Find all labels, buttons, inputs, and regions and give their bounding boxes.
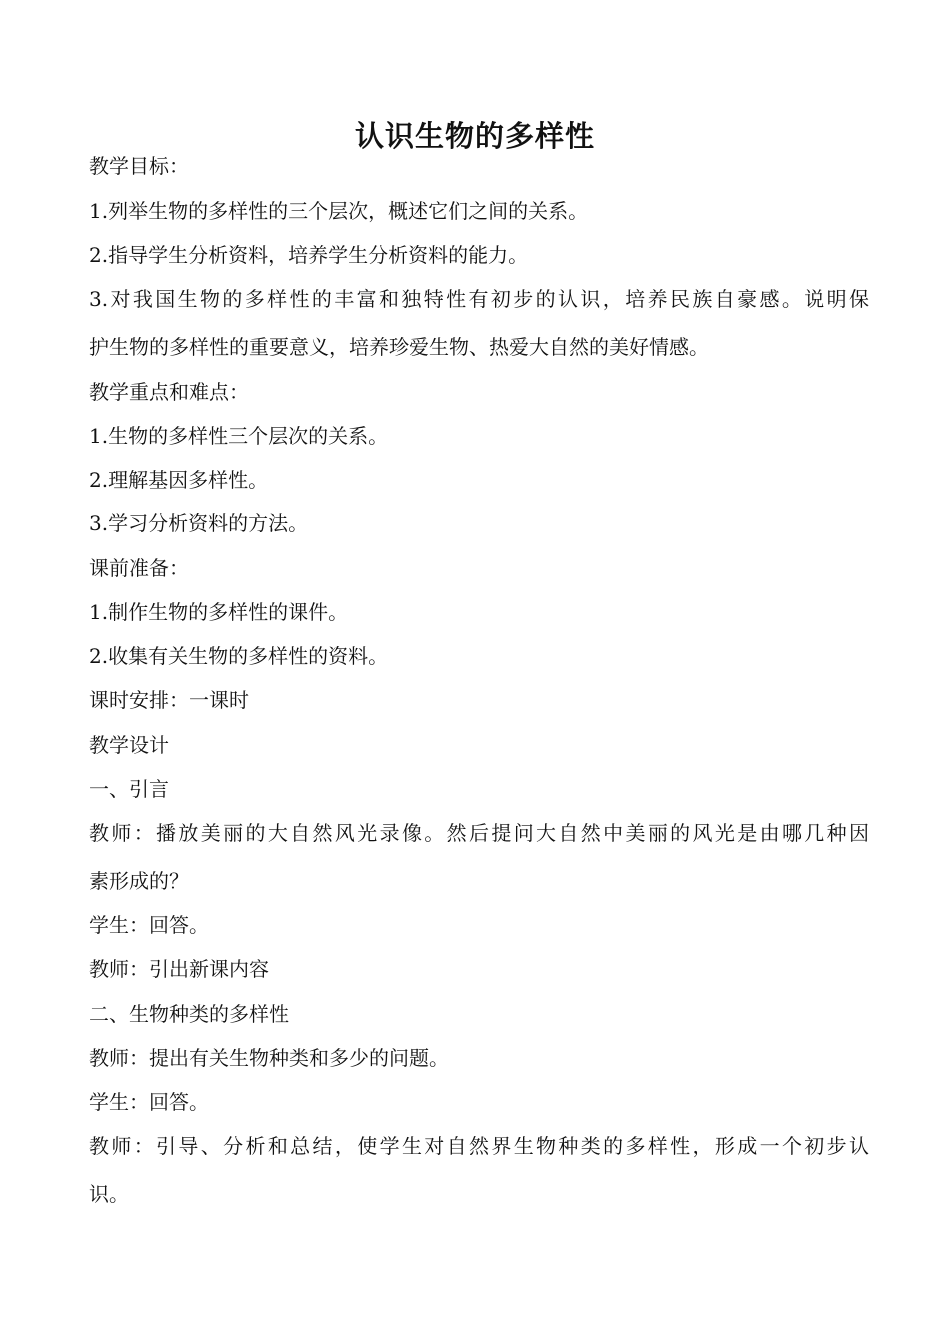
paragraph-line: 1.生物的多样性三个层次的关系。 [89, 424, 389, 448]
paragraph-line: 学生：回答。 [89, 1090, 209, 1114]
paragraph-line: 教师：提出有关生物种类和多少的问题。 [89, 1046, 449, 1070]
paragraph-line: 学生：回答。 [89, 913, 209, 937]
section-heading-preparation: 课前准备： [89, 556, 189, 580]
paragraph-line: 课时安排：一课时 [89, 688, 249, 712]
paragraph-line: 识。 [89, 1182, 129, 1206]
paragraph-line: 素形成的？ [89, 869, 189, 893]
paragraph-line: 2.指导学生分析资料，培养学生分析资料的能力。 [89, 243, 529, 267]
paragraph-line: 3.对我国生物的多样性的丰富和独特性有初步的认识，培养民族自豪感。说明保 [89, 287, 869, 311]
section-heading-key-points: 教学重点和难点： [89, 380, 249, 404]
section-heading-objectives: 教学目标： [89, 154, 189, 178]
paragraph-line: 教师：播放美丽的大自然风光录像。然后提问大自然中美丽的风光是由哪几种因 [89, 821, 869, 845]
section-heading-diversity: 二、生物种类的多样性 [89, 1002, 289, 1026]
document-title: 认识生物的多样性 [354, 119, 595, 153]
paragraph-line: 教师：引导、分析和总结，使学生对自然界生物种类的多样性，形成一个初步认 [89, 1134, 869, 1158]
paragraph-line: 教师：引出新课内容 [89, 957, 269, 981]
paragraph-line: 1.制作生物的多样性的课件。 [89, 600, 349, 624]
paragraph-line: 3.学习分析资料的方法。 [89, 511, 309, 535]
paragraph-line: 2.理解基因多样性。 [89, 468, 269, 492]
section-heading-intro: 一、引言 [89, 777, 169, 801]
paragraph-line: 护生物的多样性的重要意义，培养珍爱生物、热爱大自然的美好情感。 [89, 335, 709, 359]
section-heading-design: 教学设计 [89, 733, 169, 757]
paragraph-line: 2.收集有关生物的多样性的资料。 [89, 644, 389, 668]
paragraph-line: 1.列举生物的多样性的三个层次，概述它们之间的关系。 [89, 199, 589, 223]
